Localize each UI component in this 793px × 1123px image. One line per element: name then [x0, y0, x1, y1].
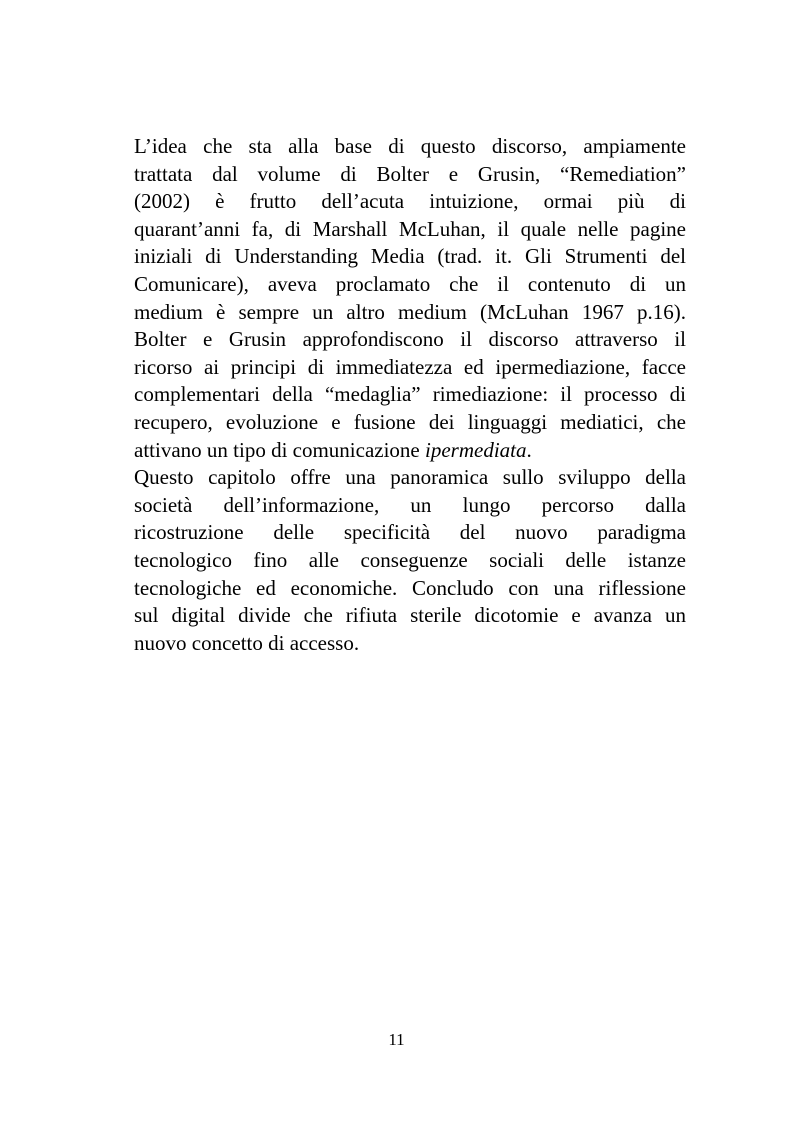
text-line: tecnologico fino alle conseguenze sociali delle istanze [134, 547, 686, 572]
text-line: ricorso ai principi di immediatezza ed ipermediazione, facce [134, 354, 686, 379]
text-line: complementari della “medaglia” rimediazione: il processo di [134, 382, 686, 407]
text-line: tecnologiche ed economiche. Concludo con una riflessione [134, 575, 686, 600]
text-line: L’idea che sta alla base di questo discorso, ampiamente [134, 134, 686, 158]
text-line: medium è sempre un altro medium (McLuhan 1967 p.16). [134, 299, 686, 324]
text-line: iniziali di Understanding Media (trad. it. Gli Strumenti del [134, 244, 686, 269]
italic-term: ipermediata [425, 437, 527, 462]
paragraph-2 [134, 464, 686, 657]
text-line: (2002) è frutto dell’acuta intuizione, ormai più di [134, 189, 686, 214]
text-run: . [526, 437, 532, 462]
paragraph-1 [134, 133, 686, 464]
text-line [134, 437, 686, 465]
text-line: ricostruzione delle specificità del nuovo paradigma [134, 520, 686, 545]
text-line: quarant’anni fa, di Marshall McLuhan, il quale nelle pagine [134, 216, 686, 241]
text-line: Questo capitolo offre una panoramica sullo sviluppo della [134, 465, 686, 490]
page-number: 11 [388, 1030, 405, 1049]
text-line: trattata dal volume di Bolter e Grusin, “Remediation” [134, 161, 686, 186]
text-line: Bolter e Grusin approfondiscono il discorso attraverso il [134, 327, 686, 352]
text-line: nuovo concetto di accesso. [134, 630, 360, 655]
text-line: sul digital divide che rifiuta sterile dicotomie e avanza un [134, 603, 686, 628]
body-text [134, 133, 686, 657]
text-run: attivano un tipo di comunicazione [134, 437, 426, 462]
text-line: società dell’informazione, un lungo percorso dalla [134, 492, 686, 517]
text-line: Comunicare), aveva proclamato che il contenuto di un [134, 271, 686, 296]
text-line: recupero, evoluzione e fusione dei linguaggi mediatici, che [134, 409, 686, 434]
